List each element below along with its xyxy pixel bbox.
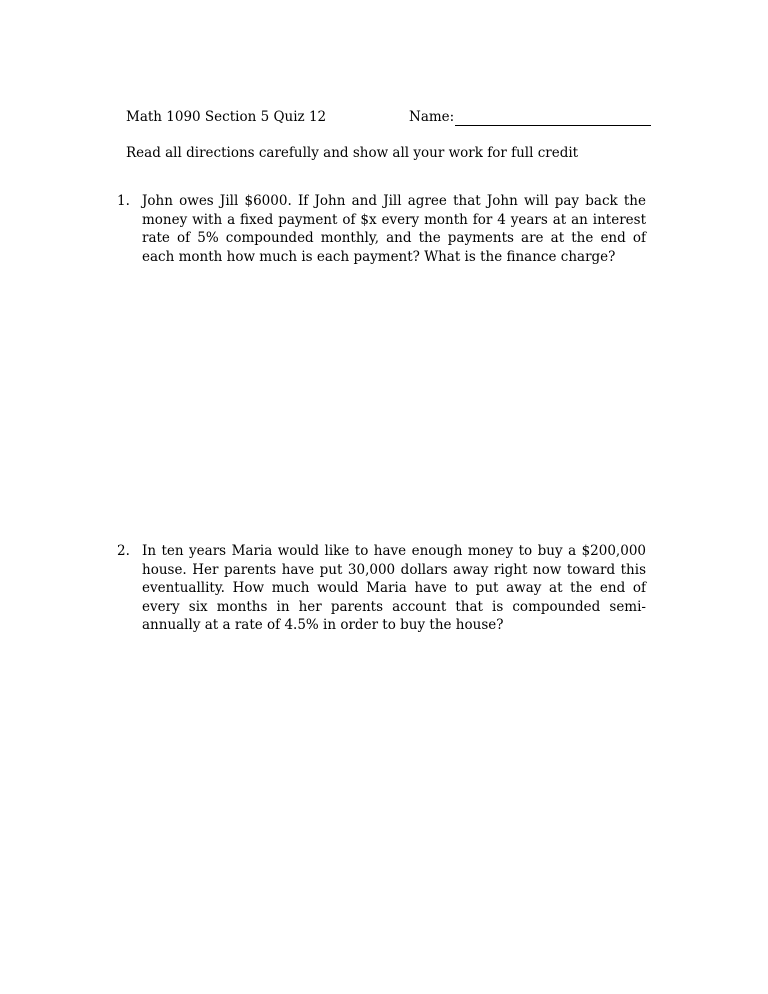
name-blank-line	[455, 111, 651, 126]
question-text: John owes Jill $6000. If John and Jill agree that John will pay back the money with a fixed payment of $x every month for 4 years at an interest rate of 5% compounded monthly, and the payments are at the end of each month how much is each payment? What is the finance charge?	[142, 193, 646, 265]
directions-text: Read all directions carefully and show all your work for full credit	[126, 145, 579, 161]
question-text: In ten years Maria would like to have enough money to buy a $200,000 house. Her parents have put 30,000 dollars away right now toward this eventuallity. How much would Maria have to put away at the end of every six months in her parents account that is compounded semi-annually at a rate of 4.5% in order to buy the house?	[142, 543, 646, 633]
question-number: 1.	[117, 193, 130, 209]
quiz-header	[126, 108, 656, 128]
question-number: 2.	[117, 543, 130, 559]
name-field	[409, 108, 651, 126]
name-label: Name:	[409, 109, 455, 125]
question-1	[108, 192, 646, 266]
course-title: Math 1090 Section 5 Quiz 12	[126, 109, 327, 125]
question-2	[108, 542, 646, 635]
